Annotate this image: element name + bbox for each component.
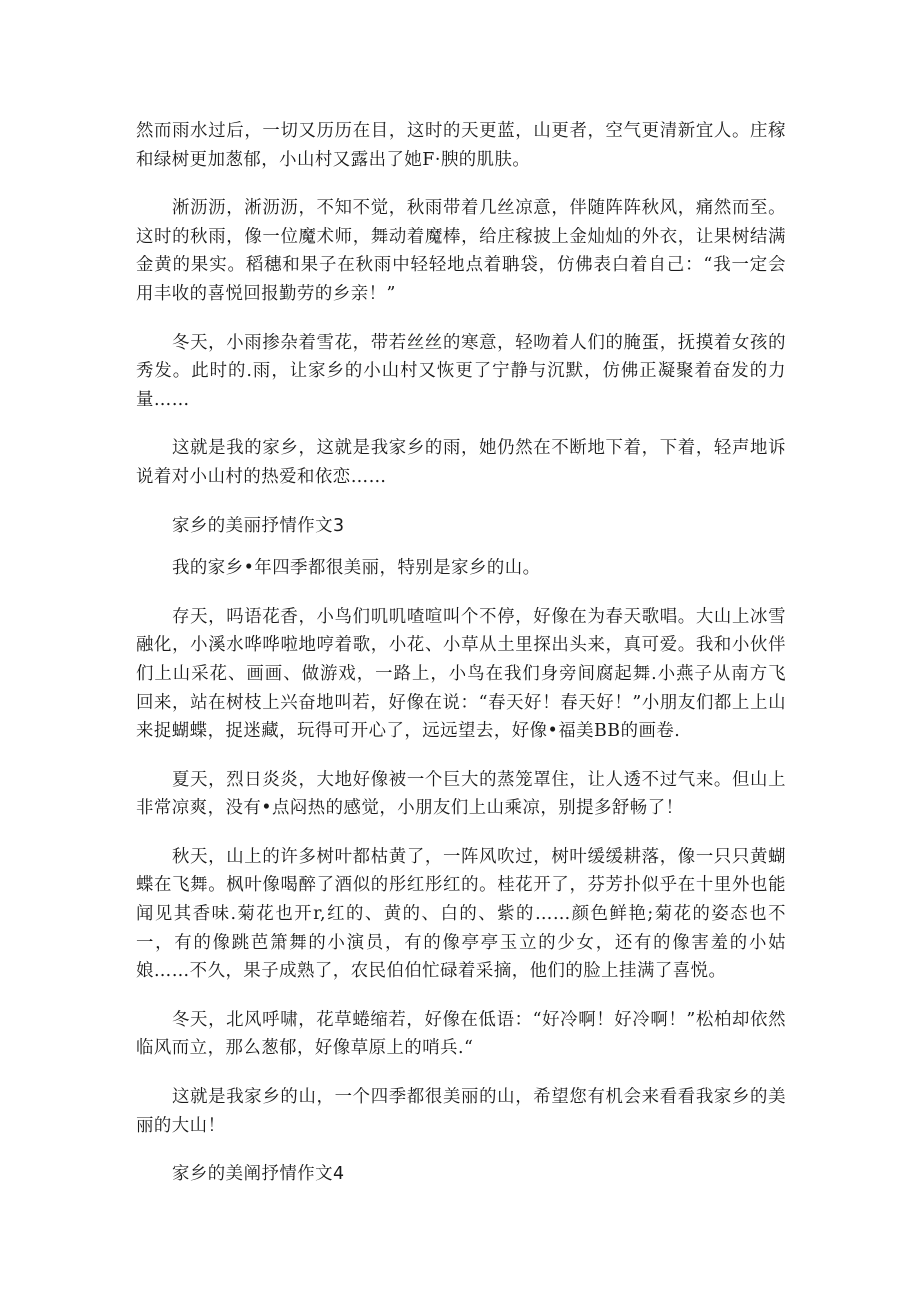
section-heading-3: 家乡的美丽抒情作文3 [172,515,345,536]
document-body [136,117,786,1203]
paragraph-autumn-rain: 淅沥沥，淅沥沥，不知不觉，秋雨带着几丝凉意，伴随阵阵秋风，痛然而至。这时的秋雨，像一位魔术师，舞动着魔棒，给庄稼披上金灿灿的外衣，让果树结满金黄的果实。稻穗和果子在秋雨中轻轻地点着聃袋，仿佛表白着自己：“我一定会用丰收的喜悦回报勤劳的乡亲！” [136,198,786,304]
section-heading-4: 家乡的美阐抒情作文4 [172,1164,345,1185]
paragraph-rain-after: 然而雨水过后，一切又历历在目，这时的天更蓝，山更者，空气更清新宜人。庄稼和绿树更加葱郁，小山村又露出了她F·腴的肌肤。 [136,121,786,170]
paragraph-hometown-rain: 这就是我的家乡，这就是我家乡的雨，她仍然在不断地下着，下着，轻声地诉说着对小山村的热爱和依恋…… [136,438,786,487]
paragraph-summer: 夏天，烈日炎炎，大地好像被一个巨大的蒸笼罩住，让人透不过气来。但山上非常凉爽，没有•点闷热的感觉，小朋友们上山乘凉，别提多舒畅了！ [136,769,786,819]
paragraph-spring: 存天，吗语花香，小鸟们叽叽喳喧叫个不停，好像在为春天歌唱。大山上冰雪融化，小溪水哗哗啦地哼着歌，小花、小草从土里探出头来，真可爱。我和小伙伴们上山采花、画画、做游戏，一路上，小鸟在我们身旁间腐起舞.小燕子从南方飞回来，站在树枝上兴奋地叫若，好像在说：“春天好！春天好！”小朋友们都上上山来捉蝴蝶，捉迷藏，玩得可开心了，远远望去，好像•福美BB的画卷. [136,606,786,742]
paragraph-intro-mountain: 我的家乡•年四季都很美丽，特别是家乡的山。 [172,558,541,579]
paragraph-autumn: 秋天，山上的许多树叶都枯黄了，一阵风吹过，树叶缓缓耕落，像一只只黄蝴蝶在飞舞。枫叶像喝醉了酒似的彤红彤红的。桂花开了，芬芳扑似乎在十里外也能闻见其香味.菊花也开r,红的、黄的、白的、紫的……颜色鲜艳;菊花的姿态也不一，有的像跳芭箫舞的小演员，有的像亭亭玉立的少女，还有的像害羞的小姑娘……不久，果子成熟了，农民伯伯忙碌着采摘，他们的脸上挂满了喜悦。 [136,846,786,982]
paragraph-conclusion: 这就是我家乡的山，一个四季都很美丽的山，希望您有机会来看看我家乡的美丽的大山！ [136,1087,786,1136]
paragraph-winter-rain: 冬天，小雨掺杂着雪花，带若丝丝的寒意，轻吻着人们的腌蛋，抚摸着女孩的秀发。此时的.雨，让家乡的小山村又恢更了宁静与沉默，仿佛正凝聚着奋发的力量…… [136,332,786,410]
paragraph-winter: 冬天，北风呼啸，花草蜷缩若，好像在低语：“好冷啊！好冷啊！”松柏却依然临风而立，那么葱郁，好像草原上的哨兵.“ [136,1009,786,1059]
